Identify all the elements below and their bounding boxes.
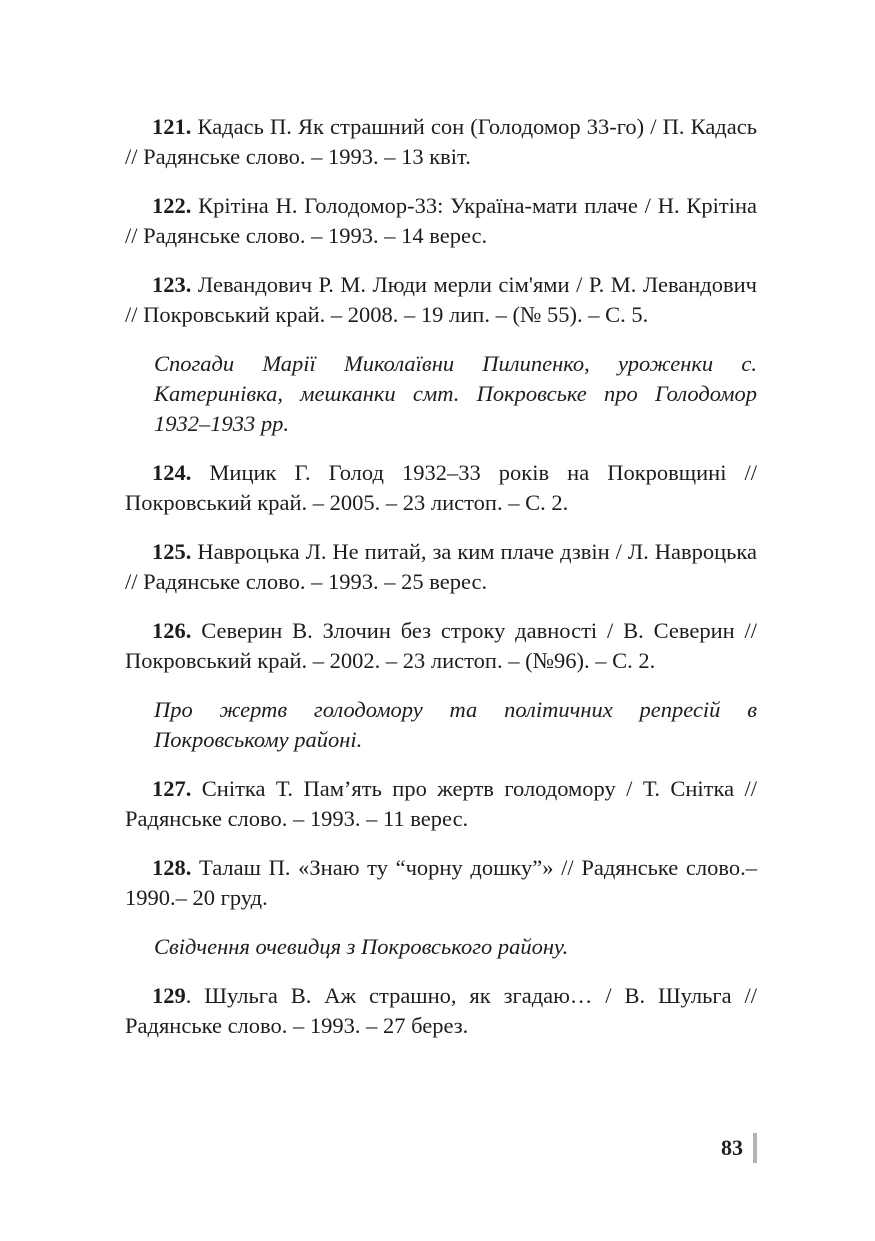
entry-text: Левандович Р. М. Люди мерли сім'ями / Р. М. Левандович // Покровський край. – 2008. – 19 лип. – (№ 55). – С. 5. [125, 272, 757, 327]
entry-129 [125, 981, 757, 1041]
entry-text: Северин В. Злочин без строку давності / В. Северин // Покровський край. – 2002. – 23 листоп. – (№96). – С. 2. [125, 618, 757, 673]
entry-number: 123. [152, 272, 192, 297]
entry-128 [125, 853, 757, 913]
entry-text: Снітка Т. Пам’ять про жертв голодомору / Т. Снітка // Радянське слово. – 1993. – 11 верес. [125, 776, 757, 831]
entry-text: Мицик Г. Голод 1932–33 років на Покровщині // Покровський край. – 2005. – 23 листоп. – С. 2. [125, 460, 757, 515]
entry-121 [125, 112, 757, 172]
entry-number: 127. [152, 776, 192, 801]
entry-text: Навроцька Л. Не питай, за ким плаче дзвін / Л. Навроцька // Радянське слово. – 1993. – 25 верес. [125, 539, 757, 594]
entry-number: 121. [152, 114, 192, 139]
entry-126-annotation: Про жертв голодомору та політичних репресій в Покровському районі. [154, 697, 757, 752]
entry-text: Крітіна Н. Голодомор-33: Україна-мати плаче / Н. Крітіна // Радянське слово. – 1993. – 14 верес. [125, 193, 757, 248]
entry-123 [125, 270, 757, 330]
entry-number: 125. [152, 539, 192, 564]
page-footer [721, 1133, 757, 1163]
entry-125 [125, 537, 757, 597]
entry-text: Кадась П. Як страшний сон (Голодомор 33-го) / П. Кадась // Радянське слово. – 1993. – 13 квіт. [125, 114, 757, 169]
entry-number: 126. [152, 618, 192, 643]
page-edge-rule [753, 1133, 757, 1163]
entry-128-annotation: Свідчення очевидця з Покровського району. [154, 934, 569, 959]
entry-number: 124. [152, 460, 192, 485]
entry-number: 128. [152, 855, 192, 880]
bibliography-page [125, 112, 757, 1060]
entry-number: 122. [152, 193, 192, 218]
entry-123-annotation: Спогади Марії Миколаївни Пилипенко, уроженки с. Катеринівка, мешканки смт. Покровське про Голодомор 1932–1933 рр. [154, 351, 757, 436]
entry-126 [125, 616, 757, 676]
page-number: 83 [721, 1135, 743, 1160]
entry-127 [125, 774, 757, 834]
entry-text: Талаш П. «Знаю ту “чорну дошку”» // Радянське слово.– 1990.– 20 груд. [125, 855, 757, 910]
entry-text: . Шульга В. Аж страшно, як згадаю… / В. Шульга // Радянське слово. – 1993. – 27 берез. [125, 983, 757, 1038]
entry-122 [125, 191, 757, 251]
entry-124 [125, 458, 757, 518]
entry-number: 129 [152, 983, 186, 1008]
